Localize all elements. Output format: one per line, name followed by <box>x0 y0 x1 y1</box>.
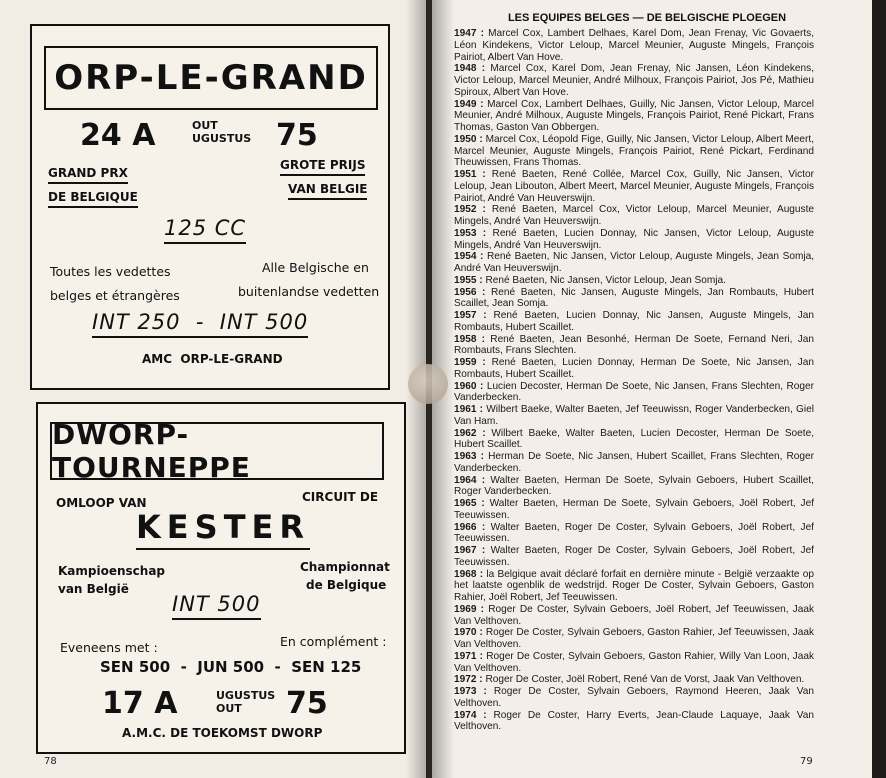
entry-year: 1954 : <box>454 251 484 263</box>
entry-riders: Walter Baeten, Roger De Coster, Sylvain Geboers, Joël Robert, Jef Teeuwissen. <box>454 545 814 568</box>
classes-int: INT 250 - INT 500 <box>92 310 308 338</box>
entry-riders: René Baeten, René Collée, Marcel Cox, Guilly, Nic Jansen, Victor Leloup, Jean Libouton, Albert Meert, Marcel Meunier, Auguste Mingels, François Pairiot, André Van Heuverswijn. <box>454 169 814 204</box>
date-year: 75 <box>286 686 328 721</box>
entry-year: 1947 : <box>454 28 484 39</box>
entry-year: 1948 : <box>454 63 486 75</box>
entry-riders: René Baeten, Lucien Donnay, Nic Jansen, Auguste Mingels, Jan Rombauts, Hubert Scaillet. <box>454 310 814 333</box>
entry-riders: René Baeten, Jean Besonhé, Herman De Soete, Fernand Neri, Jan Rombauts, Frans Slechten. <box>454 333 814 357</box>
entry-year: 1968 : <box>454 568 484 580</box>
team-entry <box>454 686 814 710</box>
date-month-top: UGUSTUS <box>216 689 276 702</box>
team-entry <box>454 451 814 475</box>
entry-riders: René Baeten, Nic Jansen, Auguste Mingels, Jan Rombauts, Hubert Scaillet, Jean Somja. <box>454 286 814 310</box>
fr-line-1: Toutes les vedettes <box>50 264 171 279</box>
ad-title: ORP-LE-GRAND <box>44 46 378 110</box>
team-entry <box>454 381 814 405</box>
entry-year: 1964 : <box>454 474 486 486</box>
entry-riders: Walter Baeten, Herman De Soete, Sylvain Geboers, Hubert Scaillet, Roger Vanderbecken. <box>454 474 814 498</box>
entry-riders: Roger De Coster, Joël Robert, René Van de Vorst, Jaak Van Velthoven. <box>485 674 805 686</box>
entry-riders: Wilbert Baeke, Walter Baeten, Lucien Decoster, Herman De Soete, Hubert Scaillet. <box>454 427 815 451</box>
team-entry <box>454 287 814 311</box>
entry-riders: Marcel Cox, Lambert Delhaes, Karel Dom, Jean Frenay, Vic Govaerts, Léon Kindekens, Victor Leloup, Marcel Meunier, Auguste Mingels, François Pairiot, Albert Van Hove. <box>454 28 814 63</box>
entry-riders: la Belgique avait déclaré forfait en dernière minute - België verzaakte op het laatste ogenblik de wedstrijd. Roger De Coster, Sylvain Geboers, Gaston Rahier, Joël Robert, Jef Teeuwissen. <box>454 568 814 603</box>
circuit-name: KESTER <box>136 508 310 550</box>
team-entry <box>454 522 814 546</box>
entry-riders: Roger De Coster, Sylvain Geboers, Gaston Rahier, Willy Van Loon, Jaak Van Velthoven. <box>454 650 814 674</box>
team-entry <box>454 63 814 98</box>
team-entry <box>454 604 814 628</box>
left-page <box>0 0 432 778</box>
page-edge <box>872 0 886 778</box>
ad-dworp-tourneppe <box>36 402 406 754</box>
team-entry <box>454 251 814 275</box>
team-list <box>454 28 814 733</box>
entry-riders: Walter Baeten, Herman De Soete, Sylvain Geboers, Joël Robert, Jef Teeuwissen. <box>454 498 815 521</box>
entry-year: 1972 : <box>454 674 483 686</box>
date-month-bottom: UGUSTUS <box>192 132 252 145</box>
entry-riders: Walter Baeten, Roger De Coster, Sylvain Geboers, Joël Robert, Jef Teeuwissen. <box>454 521 814 545</box>
team-entry <box>454 710 814 734</box>
fr-also: En complément : <box>280 634 387 649</box>
entry-year: 1960 : <box>454 380 484 392</box>
entry-year: 1967 : <box>454 545 486 556</box>
entry-riders: Lucien Decoster, Herman De Soete, Nic Jansen, Frans Slechten, Roger Vanderbecken. <box>454 380 814 404</box>
entry-year: 1958 : <box>454 333 486 345</box>
team-entry <box>454 228 814 252</box>
team-entry <box>454 428 814 452</box>
entry-year: 1959 : <box>454 357 486 368</box>
entry-riders: René Baeten, Nic Jansen, Victor Leloup, Auguste Mingels, Jean Somja, André Van Heuverswijn. <box>454 251 815 274</box>
ad-orp-le-grand <box>30 24 390 390</box>
entry-year: 1971 : <box>454 650 483 662</box>
entry-riders: Wilbert Baeke, Walter Baeten, Jef Teeuwissn, Roger Vanderbecken, Giel Van Ham. <box>454 404 814 427</box>
entry-riders: René Baeten, Marcel Cox, Victor Leloup, Marcel Meunier, Auguste Mingels, André Van Heuverswijn. <box>454 204 814 227</box>
page-header: LES EQUIPES BELGES — DE BELGISCHE PLOEGEN <box>507 12 787 24</box>
entry-riders: Roger De Coster, Sylvain Geboers, Gaston Rahier, Jef Teeuwissen, Jaak Van Velthoven. <box>454 627 814 650</box>
team-entry <box>454 357 814 381</box>
team-entry <box>454 275 814 287</box>
entry-year: 1965 : <box>454 498 485 509</box>
team-entry <box>454 334 814 358</box>
entry-year: 1970 : <box>454 627 483 639</box>
entry-year: 1950 : <box>454 133 483 145</box>
team-entry <box>454 498 814 522</box>
entry-year: 1953 : <box>454 227 487 239</box>
team-entry <box>454 627 814 651</box>
team-entry <box>454 169 814 204</box>
team-entry <box>454 99 814 134</box>
entry-year: 1974 : <box>454 709 487 721</box>
team-entry <box>454 569 814 604</box>
team-entry <box>454 674 814 686</box>
nl-also: Eveneens met : <box>60 640 158 655</box>
label-championnat: Championnat <box>300 560 390 574</box>
entry-year: 1966 : <box>454 521 486 533</box>
entry-riders: René Baeten, Lucien Donnay, Herman De Soete, Nic Jansen, Jan Rombauts, Hubert Scaillet. <box>454 357 815 380</box>
entry-year: 1949 : <box>454 98 484 110</box>
date-day: 17 A <box>102 686 178 721</box>
entry-riders: René Baeten, Nic Jansen, Victor Leloup, Jean Somja. <box>485 274 726 286</box>
organizer: AMC ORP-LE-GRAND <box>142 352 283 366</box>
label-omloop-van: OMLOOP VAN <box>56 496 147 510</box>
nl-line-2: buitenlandse vedetten <box>238 284 380 299</box>
entry-riders: Herman De Soete, Nic Jansen, Hubert Scaillet, Frans Slechten, Roger Vanderbecken. <box>454 451 814 474</box>
entry-year: 1973 : <box>454 686 487 697</box>
entry-riders: Roger De Coster, Sylvain Geboers, Raymond Heeren, Jaak Van Velthoven. <box>454 686 814 709</box>
team-entry <box>454 475 814 499</box>
label-circuit-de: CIRCUIT DE <box>302 490 379 504</box>
entry-year: 1963 : <box>454 451 484 462</box>
label-grote-prijs: GROTE PRIJS <box>280 158 365 176</box>
entry-riders: Marcel Cox, Léopold Fige, Guilly, Nic Jansen, Victor Leloup, Albert Meert, Marcel Meunier, Auguste Mingels, François Pairiot, René Pickart, Ferdinand Theuwissen, Frans Thomas. <box>454 133 814 169</box>
library-stamp-icon <box>408 364 448 404</box>
class-int-500: INT 500 <box>172 592 261 620</box>
extra-classes: SEN 500 - JUN 500 - SEN 125 <box>100 658 362 676</box>
entry-year: 1957 : <box>454 310 487 321</box>
nl-line-1: Alle Belgische en <box>262 260 369 275</box>
entry-year: 1952 : <box>454 204 486 216</box>
entry-year: 1951 : <box>454 169 486 180</box>
entry-year: 1955 : <box>454 274 483 286</box>
label-van-belgie: van België <box>58 582 129 596</box>
date-day: 24 A <box>80 118 156 153</box>
team-entry <box>454 404 814 428</box>
label-de-belgique: de Belgique <box>306 578 387 592</box>
ad-title: DWORP-TOURNEPPE <box>50 422 384 480</box>
organizer: A.M.C. DE TOEKOMST DWORP <box>122 726 323 740</box>
team-entry <box>454 28 814 63</box>
class-125cc: 125 CC <box>164 216 246 244</box>
entry-year: 1961 : <box>454 404 484 415</box>
entry-riders: Marcel Cox, Karel Dom, Jean Frenay, Nic Jansen, Léon Kindekens, Victor Leloup, Marcel Meunier, André Milhoux, François Pairiot, Jos Pé, Mathieu Spiroux, Albert Van Hove. <box>454 63 815 98</box>
team-entry <box>454 204 814 228</box>
entry-riders: Roger De Coster, Sylvain Geboers, Joël Robert, Jef Teeuwissen, Jaak Van Velthoven. <box>454 603 814 627</box>
date-month-bottom: OUT <box>216 702 242 715</box>
team-entry <box>454 545 814 569</box>
fr-line-2: belges et étrangères <box>50 288 180 303</box>
label-grand-prix: GRAND PRX <box>48 166 128 184</box>
page-number: 79 <box>800 756 813 767</box>
entry-year: 1956 : <box>454 286 486 298</box>
label-kampioenschap: Kampioenschap <box>58 564 166 578</box>
label-de-belgique: DE BELGIQUE <box>48 190 138 208</box>
date-month-top: OUT <box>192 119 218 132</box>
entry-year: 1969 : <box>454 603 484 615</box>
entry-riders: Marcel Cox, Lambert Delhaes, Guilly, Nic Jansen, Victor Leloup, Marcel Meunier, André Milhoux, Auguste Mingels, François Pairiot, René Pickart, Frans Thomas, Gaston Van Obbergen. <box>454 98 814 133</box>
page-number: 78 <box>44 756 57 767</box>
entry-riders: Roger De Coster, Harry Everts, Jean-Claude Laquaye, Jaak Van Velthoven. <box>454 709 814 733</box>
team-entry <box>454 651 814 675</box>
date-year: 75 <box>276 118 318 153</box>
entry-year: 1962 : <box>454 427 486 439</box>
label-van-belgie: VAN BELGIE <box>288 182 367 200</box>
team-entry <box>454 134 814 169</box>
entry-riders: René Baeten, Lucien Donnay, Nic Jansen, Victor Leloup, Auguste Mingels, André Van Heuverswijn. <box>454 227 814 251</box>
team-entry <box>454 310 814 334</box>
